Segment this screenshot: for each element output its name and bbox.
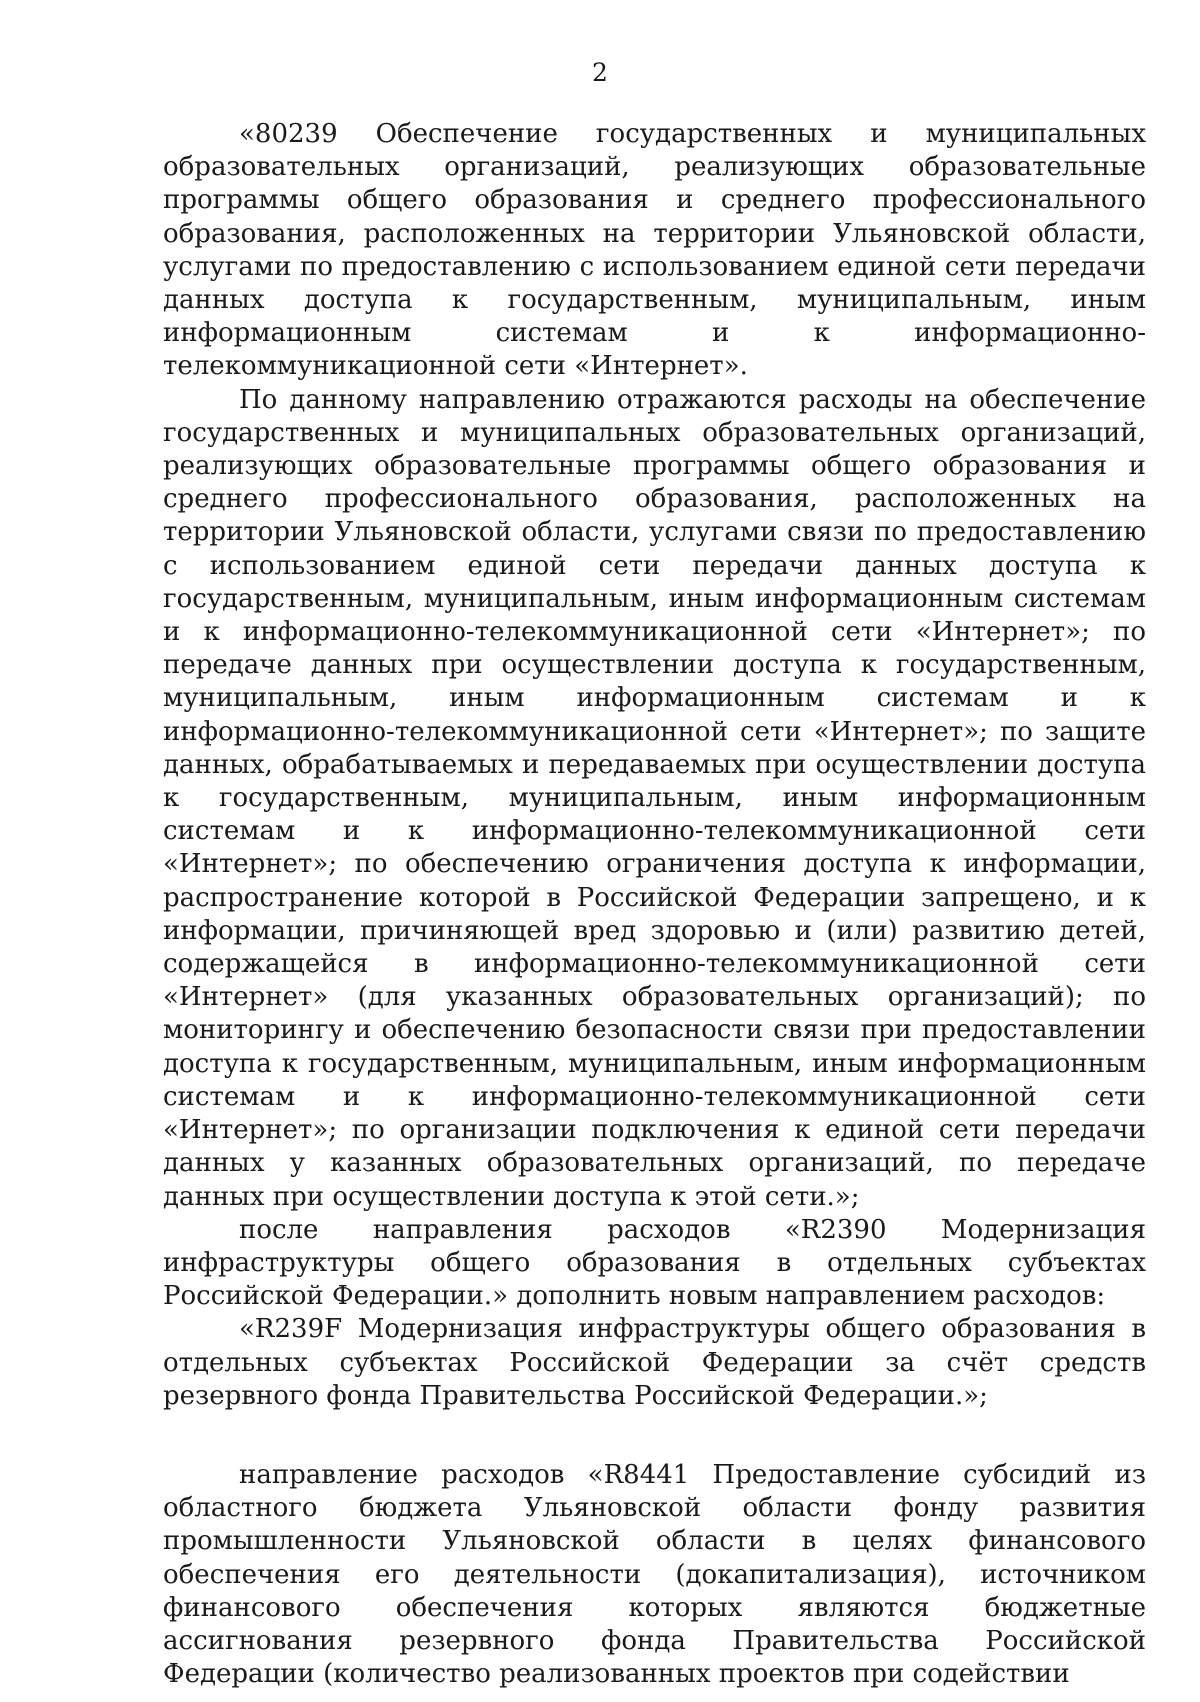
paragraph-r2390-insertion: после направления расходов «R2390 Модернизация инфраструктуры общего образования в отдельных субъектах Российской Федерации.» дополнить новым направлением расходов: [163, 1214, 1146, 1312]
paragraph-80239-definition: «80239 Обеспечение государственных и муниципальных образовательных организаций, реализующих образовательные программы общего образования и среднего профессионального образования, расположенных на территории Ульяновской области, услугами по предоставлению с использованием единой сети передачи данных доступа к государственным, муниципальным, иным информационным системам и к информационно-телекоммуникационной сети «Интернет». [163, 119, 1146, 382]
page-number: 2 [592, 58, 608, 87]
paragraph-r8441-direction: направление расходов «R8441 Предоставление субсидий из областного бюджета Ульяновской области фонду развития промышленности Ульяновской области в целях финансового обеспечения его деятельности (докапитализация), источником финансового обеспечения которых являются бюджетные ассигнования резервного фонда Правительства Российской Федерации (количество реализованных проектов при содействии [163, 1459, 1146, 1690]
paragraph-gap [163, 1413, 1146, 1459]
paragraph-80239-description: По данному направлению отражаются расходы на обеспечение государственных и муниципальных образовательных организаций, реализующих образовательные программы общего образования и среднего профессионального образования, расположенных на территории Ульяновской области, услугами связи по предоставлению с использованием единой сети передачи данных доступа к государственным, муниципальным, иным информационным системам и к информационно-телекоммуникационной сети «Интернет»; по передаче данных при осуществлении доступа к государственным, муниципальным, иным информационным системам и к информационно-телекоммуникационной сети «Интернет»; по защите данных, обрабатываемых и передаваемых при осуществлении доступа к государственным, муниципальным, иным информационным системам и к информационно-телекоммуникационной сети «Интернет»; по обеспечению ограничения доступа к информации, распространение которой в Российской Федерации запрещено, и к информации, причиняющей вред здоровью и (или) развитию детей, содержащейся в информационно-телекоммуникационной сети «Интернет» (для указанных образовательных организаций); по мониторингу и обеспечению безопасности связи при предоставлении доступа к государственным, муниципальным, иным информационным системам и к информационно-телекоммуникационной сети «Интернет»; по организации подключения к единой сети передачи данных у казанных образовательных организаций, по передаче данных при осуществлении доступа к этой сети.»; [163, 384, 1146, 1212]
document-body [163, 118, 1146, 1691]
paragraph-r239f-definition: «R239F Модернизация инфраструктуры общего образования в отдельных субъектах Российской Федерации за счёт средств резервного фонда Правительства Российской Федерации.»; [163, 1314, 1146, 1411]
